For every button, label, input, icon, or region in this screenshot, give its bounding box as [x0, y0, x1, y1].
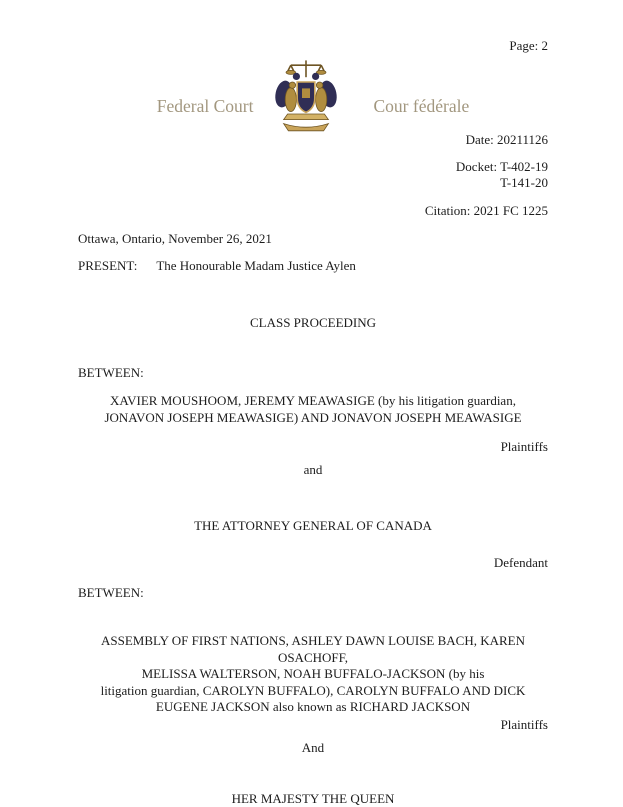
party-role-plaintiffs-2: Plaintiffs [500, 716, 548, 732]
present-judge-name: The Honourable Madam Justice Aylen [156, 258, 356, 273]
docket-line-1: Docket: T-402-19 [455, 159, 548, 174]
docket-block [78, 159, 548, 191]
place-date-line: Ottawa, Ontario, November 26, 2021 [78, 231, 272, 246]
party-block-her-majesty: HER MAJESTY THE QUEEN [231, 790, 395, 806]
federal-court-title: Federal Court [156, 95, 254, 116]
party-line: MELISSA WALTERSON, NOAH BUFFALO-JACKSON (by his [141, 666, 485, 681]
court-header [78, 58, 548, 141]
party-block-plaintiffs-1 [78, 392, 548, 426]
date-line: Date: 20211126 [465, 132, 548, 147]
page-number: Page: 2 [509, 38, 548, 53]
conjunction-and-1: and [303, 462, 323, 477]
party-line: litigation guardian, CAROLYN BUFFALO), CAROLYN BUFFALO AND DICK [100, 682, 526, 698]
party-line: ASSEMBLY OF FIRST NATIONS, ASHLEY DAWN LOUISE BACH, KAREN OSACHOFF, [100, 633, 526, 665]
present-label: PRESENT: [78, 258, 138, 273]
party-role-plaintiffs-1: Plaintiffs [500, 439, 548, 454]
between-label-2: BETWEEN: [78, 585, 144, 600]
party-line: JONAVON JOSEPH MEAWASIGE) AND JONAVON JOSEPH MEAWASIGE [104, 410, 522, 425]
citation-line: Citation: 2021 FC 1225 [424, 203, 548, 218]
party-line: EUGENE JACKSON also known as RICHARD JACKSON [155, 699, 471, 714]
proceeding-type-heading: CLASS PROCEEDING [249, 315, 377, 330]
present-line [78, 258, 548, 274]
federal-court-crest-icon [266, 58, 346, 142]
party-block-plaintiffs-2 [78, 633, 548, 716]
conjunction-and-2: And [301, 739, 325, 755]
cour-federale-title: Cour fédérale [373, 95, 470, 116]
between-label-1: BETWEEN: [78, 365, 144, 380]
party-role-defendant: Defendant [493, 555, 548, 570]
party-line: XAVIER MOUSHOOM, JEREMY MEAWASIGE (by his litigation guardian, [110, 393, 516, 408]
party-block-defendant: THE ATTORNEY GENERAL OF CANADA [194, 518, 432, 533]
docket-line-2: T-141-20 [500, 175, 548, 190]
